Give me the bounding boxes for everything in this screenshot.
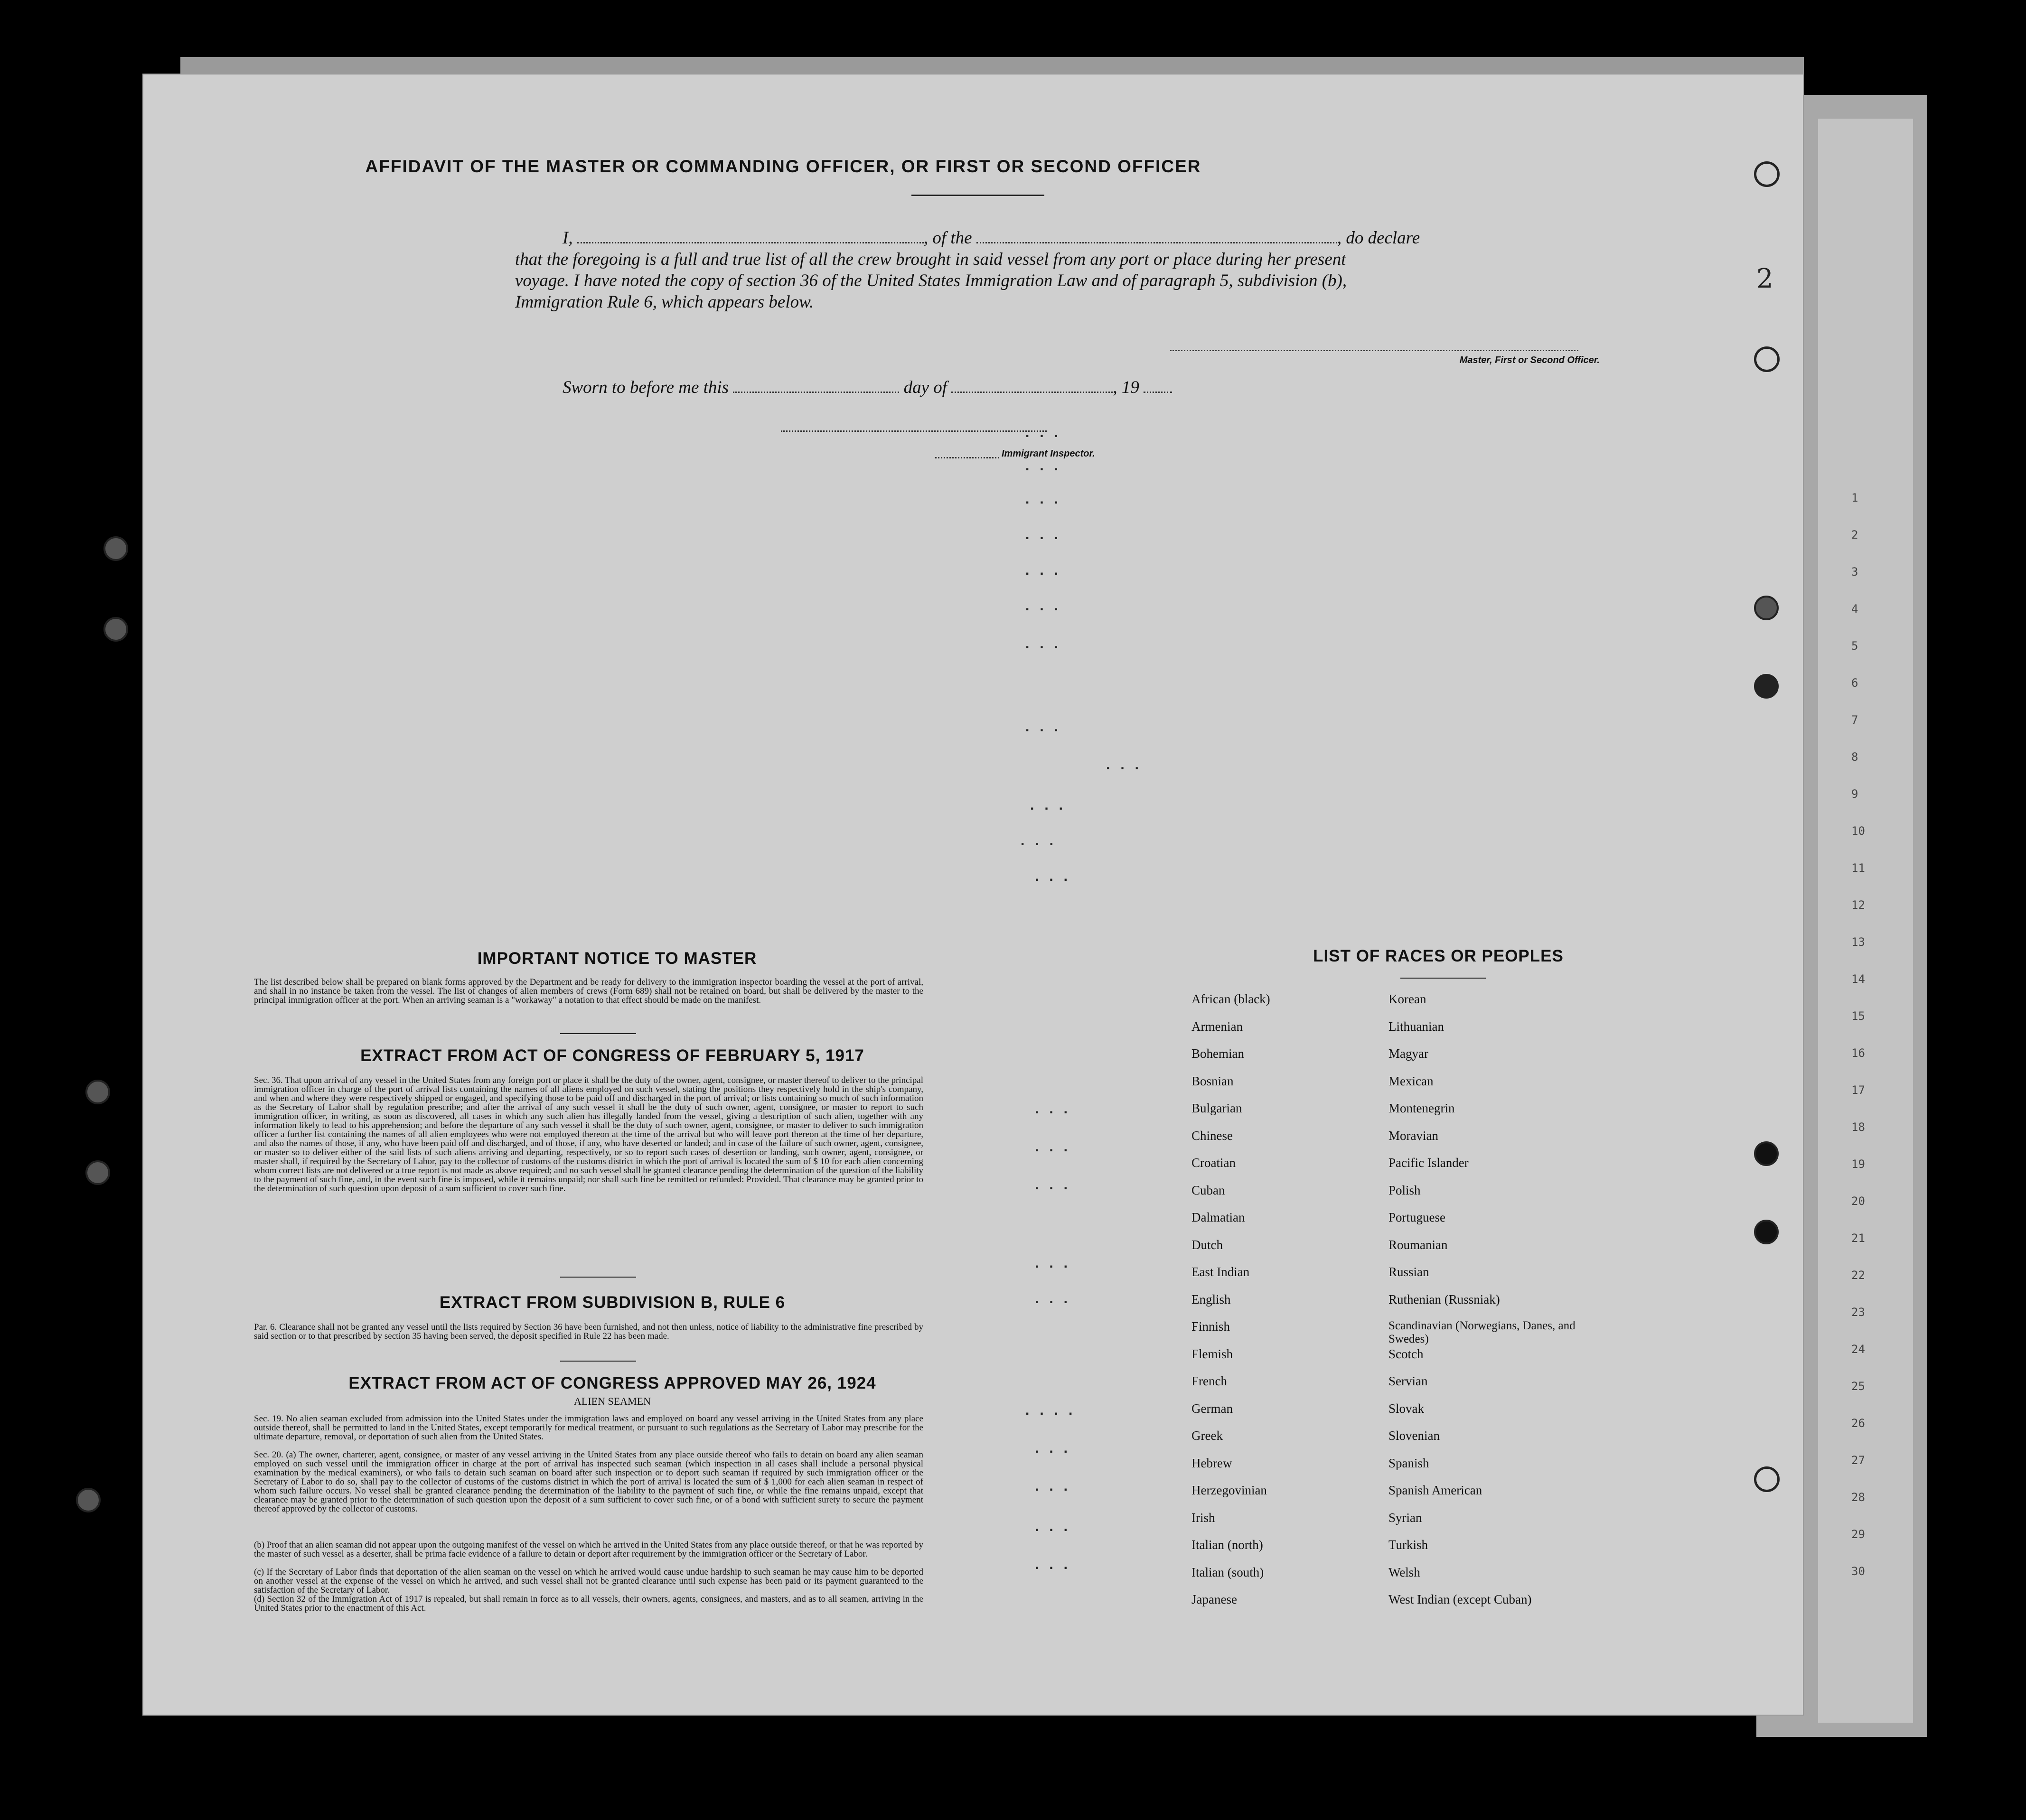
row-number: 11 [1851,861,1865,875]
extract-1917-rule [560,1277,636,1278]
race-item: Polish [1388,1183,1421,1197]
dot-marks-3: ... [1025,491,1069,507]
affidavit-i: I, [563,228,573,248]
row-number: 8 [1851,750,1858,764]
race-item: Servian [1388,1374,1428,1388]
race-item: French [1191,1374,1227,1388]
race-item: Armenian [1191,1019,1243,1034]
dot-marks-6: ... [1025,598,1069,614]
extract-1924-p2: Sec. 20. (a) The owner, charterer, agent, consignee, or master of any vessel arriving in the United States from any place outside thereof who fails to detain on board any alien seaman employed on such vessel until the immigration officer in charge at the port of arrival has inspected such seaman (which inspection in all cases shall include a personal physical examination by the medical examiners), or who fails to detain such seaman on board after such inspection or to deport such seaman if required by such immigration officer or the Secretary of Labor to do so, shall pay to the collector of customs of the customs district in which the port of arrival is located the sum of $ 1,000 for each alien seaman in respect of whom such failure occurs. No vessel shall be granted clearance pending the determination of the liability to the payment of such fine, or while the fine remains unpaid, except that clearance may be granted prior to the determination of such question upon the deposit of a sum sufficient to cover such fine, or of a bond with sufficient surety to secure the payment thereof approved by the collector of customs. [254,1450,923,1514]
row-number: 2 [1851,528,1858,541]
race-item: English [1191,1292,1231,1307]
dot-marks-13: ... [1035,1101,1079,1117]
inspector-signature-line[interactable] [781,430,1047,432]
binder-hole-left-2 [103,617,128,642]
extract-1924-p5: (d) Section 32 of the Immigration Act of 1917 is repealed, but shall remain in force as to all vessels, their owners, agents, consignees, and masters, and as to all seamen, arriving in the United States prior to the enactment of this Act. [254,1594,923,1613]
extract-1924-p4: (c) If the Secretary of Labor finds that deportation of the alien seaman on the vessel on which he arrived would cause undue hardship to such seaman he may cause him to be deported on another vessel at the expense of the vessel on which he arrived, and such vessel shall not be granted clearance until such expense has been paid or its payment guaranteed to the satisfaction of the Secretary of Labor. [254,1567,923,1595]
race-item: Chinese [1191,1128,1233,1143]
race-item: Spanish [1388,1456,1429,1470]
race-item: Syrian [1388,1510,1422,1525]
back-sheet-row-numbers [1851,491,1889,1602]
notice-rule [560,1033,636,1034]
dot-marks-8: ... [1025,719,1069,735]
row-number: 16 [1851,1046,1865,1060]
dot-marks-4: ... [1025,527,1069,542]
row-number: 10 [1851,824,1865,838]
row-number: 19 [1851,1157,1865,1171]
race-item: Hebrew [1191,1456,1232,1470]
affidavit-line-4: Immigration Rule 6, which appears below. [515,292,814,312]
extract-1924-p3: (b) Proof that an alien seaman did not appear upon the outgoing manifest of the vessel on which he arrived in the United States from any place outside thereof, or that he was reported by the master of such vessel as a deserter, shall be prima facie evidence of a failure to detain or deport after requirement by the immigration officer or the Secretary of Labor. [254,1540,923,1559]
race-item: Welsh [1388,1565,1420,1579]
binder-hole-right-7 [1754,1466,1780,1492]
document-sheet [142,74,1804,1716]
binder-hole-right-5 [1754,1141,1779,1166]
subdivision-b-body: Par. 6. Clearance shall not be granted any vessel until the lists required by Section 36 have been furnished, and not then unless, notice of liability to the administrative fine prescribed by said section or to that prescribed by section 35 having been served, the deposit specified in Rule 22 has been made. [254,1322,923,1341]
bleed-through-area [294,453,1671,928]
races-title: LIST OF RACES OR PEOPLES [1313,947,1564,965]
race-item: Bulgarian [1191,1101,1242,1115]
binder-hole-right-6 [1754,1220,1779,1244]
race-item: Korean [1388,992,1426,1006]
race-item: Italian (south) [1191,1565,1264,1579]
row-number: 9 [1851,787,1858,801]
row-number: 17 [1851,1083,1865,1097]
row-number: 15 [1851,1009,1865,1023]
dot-marks-15: ... [1035,1177,1079,1193]
race-item: German [1191,1401,1233,1416]
race-item: Italian (north) [1191,1538,1263,1552]
notice-body: The list described below shall be prepared on blank forms approved by the Department and be ready for delivery to the immigration inspector boarding the vessel at the port of arrival, and shall in no instance be taken from the vessel. The list of changes of alien members of crews (Form 689) shall not be retained on board, but shall be delivered by the master to the principal immigration officer at the port. When an arriving seaman is a "workaway" a notation to that effect should be made on the manifest. [254,977,923,1005]
row-number: 27 [1851,1454,1865,1467]
sworn-year-field[interactable] [1144,378,1172,393]
row-number: 20 [1851,1195,1865,1208]
dot-marks-9: ... [1106,757,1150,773]
race-item: Dutch [1191,1237,1223,1252]
row-number: 29 [1851,1528,1865,1541]
races-rule [1400,978,1486,979]
race-item: Montenegrin [1388,1101,1455,1115]
subdivision-b-title: EXTRACT FROM SUBDIVISION B, RULE 6 [439,1293,786,1312]
row-number: 6 [1851,676,1858,690]
dot-marks-10: ... [1030,797,1074,813]
row-number: 22 [1851,1269,1865,1282]
dot-marks-18: .... [1025,1402,1083,1418]
race-item: Cuban [1191,1183,1225,1197]
dot-marks-22: ... [1035,1557,1079,1572]
extract-1917-body: Sec. 36. That upon arrival of any vessel in the United States from any foreign port or place it shall be the duty of the owner, agent, consignee, or master thereof to deliver to the principal immigration officer in charge of the port of arrival lists containing the names of all aliens employed on such vessel, stating the positions they respectively hold in the ship's company, and when and where they were respectively shipped or engaged, and specifying those to be paid off and discharged in the port of arrival; or lists containing so much of such information as the Secretary of Labor shall by regulation prescribe; and after the arrival of any such vessel it shall be the duty of such owner, agent, consignee, or master to report to such immigration officer, in writing, as soon as discovered, all cases in which any such alien has illegally landed from the vessel, giving a description of such alien, together with any information likely to lead to his apprehension; and before the departure of any such vessel it shall be the duty of such owner, agent, consignee, or master to deliver to such immigration officer a further list containing the names of all alien employees who were not employed thereon at the time of the arrival but who will leave port thereon at the time of her departure, and also the names of those, if any, who have been paid off and discharged, and of those, if any, who have deserted or landed; and in case of the failure of such owner, agent, consignee, or master so to deliver either of the said lists of such aliens arriving and departing, respectively, or so to report such cases of desertion or landing, such owner, agent, consignee, or master shall, if required by the Secretary of Labor, pay to the collector of customs of the customs district in which the port of arrival is located the sum of $ 10 for each alien concerning whom correct lists are not delivered or a true report is not made as above required; and no such vessel shall be granted clearance pending the determination of the question of the liability to the payment of such fine, and, in the event such fine is imposed, while it remains unpaid; nor shall such fine be remitted or refunded: Provided. That clearance may be granted prior to the determination of such question upon deposit of a sum sufficient to cover such fine. [254,1075,923,1194]
race-item: Roumanian [1388,1237,1448,1252]
race-item: Portuguese [1388,1210,1445,1224]
race-item: Slovak [1388,1401,1425,1416]
race-item: Mexican [1388,1073,1434,1088]
binder-hole-left-3 [85,1080,110,1104]
row-number: 24 [1851,1343,1865,1356]
affidavit-line-3: voyage. I have noted the copy of section 36 of the United States Immigration Law and of paragraph 5, subdivision (b), [515,271,1347,290]
dot-marks-12: ... [1035,868,1079,884]
row-number: 30 [1851,1565,1865,1578]
dot-marks-11: ... [1021,833,1064,849]
race-item: Moravian [1388,1128,1438,1143]
row-number: 4 [1851,602,1858,616]
sworn-before: Sworn to before me this [563,378,729,397]
binder-hole-left-5 [76,1488,101,1512]
race-item: Croatian [1191,1156,1236,1170]
sworn-line [563,377,1227,398]
dot-marks-16: ... [1035,1255,1079,1271]
row-number: 1 [1851,491,1858,504]
binder-hole-left-4 [85,1160,110,1185]
dot-marks-14: ... [1035,1139,1079,1155]
sworn-year: , 19 [1113,378,1139,397]
row-number: 23 [1851,1306,1865,1319]
race-item: Magyar [1388,1046,1428,1061]
extract-1917-title: EXTRACT FROM ACT OF CONGRESS OF FEBRUARY 5, 1917 [360,1046,864,1065]
sworn-day-of: day of [903,378,947,397]
dot-marks-7: ... [1025,636,1069,652]
race-item: East Indian [1191,1265,1250,1279]
race-item: Greek [1191,1428,1223,1443]
races-left-column [1191,992,1381,1620]
affidavit-line-1 [563,228,1583,248]
sworn-day-field[interactable] [733,378,899,393]
sworn-month-field[interactable] [951,378,1113,393]
row-number: 25 [1851,1380,1865,1393]
row-number: 21 [1851,1232,1865,1245]
race-item: Scandinavian (Norwegians, Danes, and Swedes) [1388,1319,1576,1345]
affidavit-of-the: , of the [923,228,972,248]
inspector-short-line [935,457,999,458]
race-item: West Indian (except Cuban) [1388,1592,1532,1606]
race-item: Russian [1388,1265,1429,1279]
signature-label: Master, First or Second Officer. [1459,355,1600,365]
subdivision-b-rule [560,1361,636,1362]
row-number: 18 [1851,1120,1865,1134]
affidavit-title: AFFIDAVIT OF THE MASTER OR COMMANDING OFFICER, OR FIRST OR SECOND OFFICER [365,157,1201,176]
race-item: Herzegovinian [1191,1483,1267,1497]
race-item: Turkish [1388,1538,1428,1552]
race-item: Scotch [1388,1346,1424,1361]
race-item: Bosnian [1191,1073,1234,1088]
race-item: Spanish American [1388,1483,1482,1497]
race-item: Dalmatian [1191,1210,1245,1224]
race-item: Finnish [1191,1319,1230,1334]
extract-1924-p1: Sec. 19. No alien seaman excluded from admission into the United States under the immigration laws and employed on board any vessel arriving in the United States from any place outside thereof, shall be permitted to land in the United States, except temporarily for medical treatment, or pursuant to such regulations as the Secretary of Labor may prescribe for the ultimate departure, removal, or deportation of such alien from the United States. [254,1414,923,1442]
race-item: Lithuanian [1388,1019,1444,1034]
extract-1924-title: EXTRACT FROM ACT OF CONGRESS APPROVED MAY 26, 1924 [348,1374,876,1392]
row-number: 14 [1851,972,1865,986]
races-right-column [1388,992,1607,1620]
race-item: African (black) [1191,992,1270,1006]
race-item: Irish [1191,1510,1215,1525]
dot-marks-20: ... [1035,1478,1079,1494]
dot-marks-19: ... [1035,1440,1079,1456]
binder-hole-left-1 [103,536,128,561]
dot-marks-21: ... [1035,1519,1079,1534]
affidavit-declare: , do declare [1337,228,1420,248]
race-item: Flemish [1191,1346,1233,1361]
race-item: Japanese [1191,1592,1237,1606]
signature-line[interactable] [1170,350,1578,351]
vessel-field[interactable] [976,229,1337,243]
binder-hole-right-2 [1754,346,1780,372]
notice-title: IMPORTANT NOTICE TO MASTER [477,949,757,968]
dot-marks-17: ... [1035,1291,1079,1307]
race-item: Pacific Islander [1388,1156,1469,1170]
row-number: 7 [1851,713,1858,727]
binder-hole-right-4 [1754,674,1779,699]
name-field[interactable] [577,229,924,243]
page-number-mark: 2 [1756,263,1773,294]
dot-marks-5: ... [1025,562,1069,578]
extract-1924-subtitle: ALIEN SEAMEN [574,1395,651,1407]
row-number: 13 [1851,935,1865,949]
row-number: 26 [1851,1417,1865,1430]
dot-marks-2: ... [1025,458,1069,474]
binder-hole-right-3 [1754,596,1779,620]
race-item: Bohemian [1191,1046,1244,1061]
row-number: 12 [1851,898,1865,912]
row-number: 5 [1851,639,1858,653]
row-number: 3 [1851,565,1858,579]
affidavit-title-rule [911,195,1044,196]
row-number: 28 [1851,1491,1865,1504]
binder-hole-right-1 [1754,161,1780,187]
race-item: Ruthenian (Russniak) [1388,1292,1500,1307]
affidavit-line-2: that the foregoing is a full and true list of all the crew brought in said vessel from any port or place during her present [515,250,1346,269]
dot-marks-1: ... [1025,425,1069,440]
race-item: Slovenian [1388,1428,1440,1443]
inspector-label: Immigrant Inspector. [1002,448,1095,459]
